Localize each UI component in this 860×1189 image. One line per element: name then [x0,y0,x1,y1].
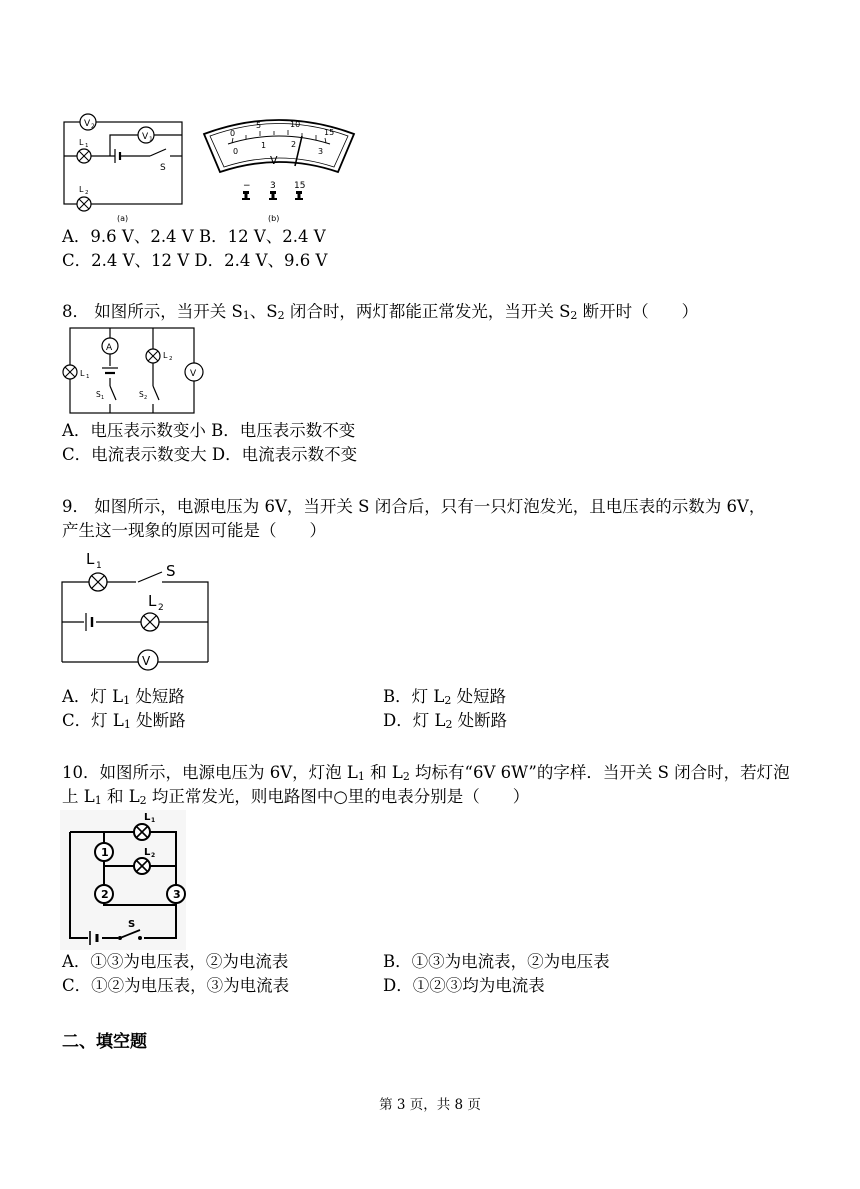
svg-text:1: 1 [151,817,156,824]
section-title: 二、填空题 [62,1032,147,1052]
svg-text:2: 2 [91,123,95,130]
svg-text:S: S [160,163,166,173]
svg-text:1: 1 [101,395,105,401]
svg-text:1: 1 [261,141,267,150]
q10-circuit-figure [60,810,186,950]
svg-text:−: − [243,181,251,191]
svg-text:1: 1 [85,143,89,149]
q9-stem-line-2: 产生这一现象的原因可能是（ ） [62,521,326,540]
svg-text:2: 2 [169,356,173,362]
q9-option-b: B．灯 $L_2$ 处短路 [383,687,507,707]
q7a-v2-label: V [84,119,91,129]
q7-options-row-1: A．9.6 V、2.4 V B．12 V、2.4 V [62,227,326,246]
svg-text:L: L [148,592,157,610]
q8-stem: 8． 如图所示，当开关 $S_1$、$S_2$ 闭合时，两灯都能正常发光，当开关 $S_2$ 断开时（ ） [62,302,699,322]
q8-circuit-figure [60,324,210,418]
svg-text:3: 3 [173,888,181,901]
svg-text:L: L [79,138,84,147]
q7-circuit-figure-a [60,108,190,226]
svg-text:3: 3 [318,147,324,156]
svg-text:2: 2 [85,190,89,196]
q10-option-a: A．①③为电压表，②为电流表 [62,952,289,971]
q9-circuit-figure [58,550,214,672]
svg-text:1: 1 [96,561,102,571]
svg-text:S: S [128,919,136,930]
q10-option-c: C．①②为电压表，③为电流表 [62,976,290,995]
q9-option-a: A．灯 $L_1$ 处短路 [62,687,185,707]
svg-text:V: V [190,369,197,379]
svg-text:0: 0 [230,129,236,138]
svg-text:5: 5 [256,121,262,130]
svg-text:1: 1 [149,136,153,143]
svg-text:L: L [144,847,151,858]
svg-text:L: L [144,812,151,823]
q9-option-c: C．灯 $L_1$ 处断路 [62,711,186,731]
svg-text:3: 3 [270,181,276,191]
q10-option-b: B．①③为电流表，②为电压表 [383,952,610,971]
svg-text:15: 15 [294,181,306,191]
q8-options-row-1: A．电压表示数变小 B．电压表示数不变 [62,421,356,440]
svg-text:(a): (a) [117,214,129,223]
svg-text:V: V [270,154,278,167]
svg-text:1: 1 [86,374,90,380]
q10-option-d: D．①②③均为电流表 [383,976,545,995]
svg-text:10: 10 [290,120,301,129]
svg-text:L: L [163,351,168,360]
svg-text:1: 1 [101,846,109,859]
q9-stem-line-1: 9． 如图所示，电源电压为 6V，当开关 S 闭合后，只有一只灯泡发光，且电压表的示数为 6V， [62,497,766,516]
q10-stem-line-2: 上 $L_1$ 和 $L_2$ 均正常发光，则电路图中○里的电表分别是（ ） [62,787,530,807]
svg-text:2: 2 [101,888,109,901]
svg-text:2: 2 [151,852,156,859]
q9-option-d: D．灯 $L_2$ 处断路 [383,711,508,731]
svg-text:L: L [86,550,95,568]
q7-options-row-2: C．2.4 V、12 V D．2.4 V、9.6 V [62,251,328,270]
svg-text:A: A [106,343,113,353]
svg-text:V: V [142,654,151,668]
q7-voltmeter-dial-figure-b [198,114,360,226]
svg-text:2: 2 [144,395,148,401]
q10-stem-line-1: 10．如图所示，电源电压为 6V，灯泡 $L_1$ 和 $L_2$ 均标有“6V 6W”的字样．当开关 S 闭合时，若灯泡 [62,763,790,783]
svg-text:(b): (b) [268,214,280,223]
svg-text:L: L [79,185,84,194]
svg-text:0: 0 [233,147,239,156]
page-footer: 第 3 页，共 8 页 [379,1097,481,1113]
svg-text:L: L [80,369,85,378]
svg-text:2: 2 [291,140,297,149]
svg-text:V: V [142,132,149,142]
q8-options-row-2: C．电流表示数变大 D．电流表示数不变 [62,445,358,464]
svg-text:2: 2 [158,603,164,613]
svg-text:S: S [96,390,101,399]
svg-text:S: S [139,390,144,399]
svg-text:S: S [166,562,176,580]
svg-text:15: 15 [324,128,335,137]
